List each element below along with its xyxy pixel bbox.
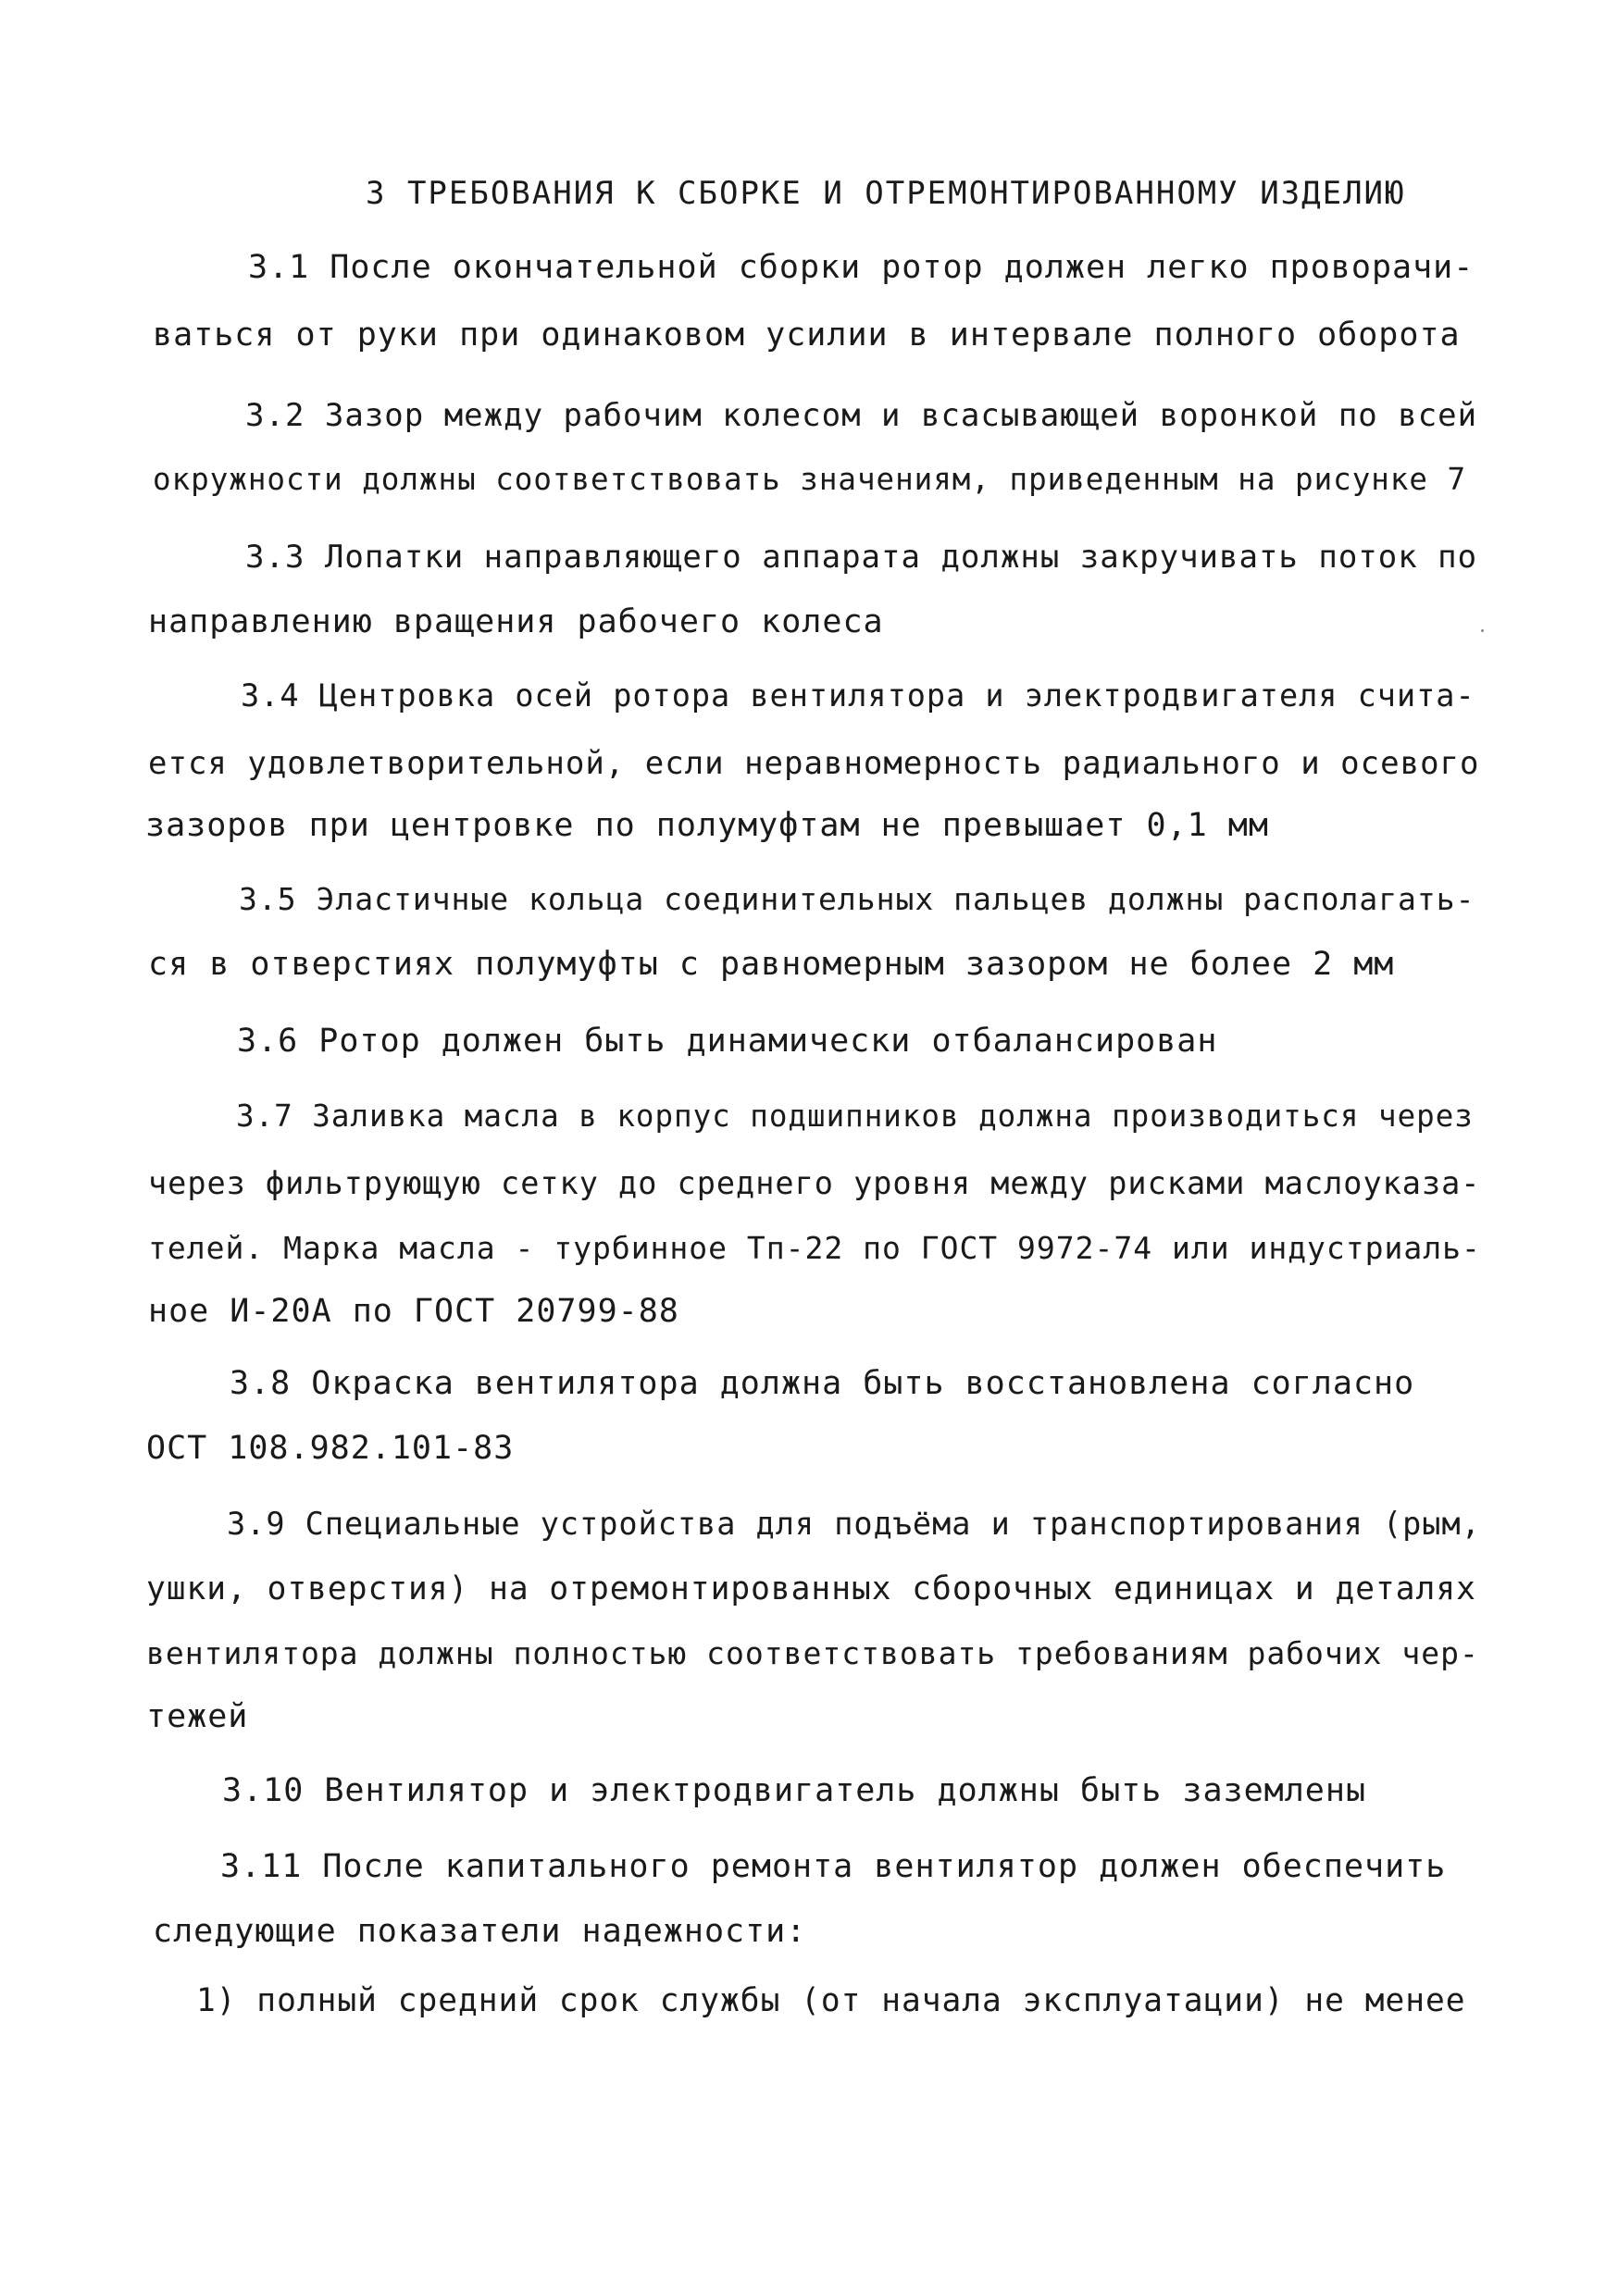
section-title: 3 ТРЕБОВАНИЯ К СБОРКЕ И ОТРЕМОНТИРОВАННОМУ ИЗДЕЛИЮ xyxy=(366,175,1406,212)
text-line: ОСТ 108.982.101-83 xyxy=(146,1430,515,1467)
text-line: 1) полный средний срок службы (от начала эксплуатации) не менее xyxy=(196,1982,1466,2019)
text-line: направлению вращения рабочего колеса xyxy=(148,603,884,640)
text-line: телей. Марка масла - турбинное Тп-22 по ГОСТ 9972-74 или индустриаль- xyxy=(148,1230,1481,1266)
text-line: 3.6 Ротор должен быть динамически отбалансирован xyxy=(237,1023,1218,1060)
text-line: 3.9 Специальные устройства для подъёма и транспортирования (рым, xyxy=(227,1506,1481,1542)
text-line: 3.11 После капитального ремонта вентилятор должен обеспечить xyxy=(220,1848,1447,1885)
text-line: через фильтрующую сетку до среднего уровня между рисками маслоуказа- xyxy=(148,1165,1481,1201)
text-line: окружности должны соответствовать значениям, приведенным на рисунке 7 xyxy=(153,462,1467,497)
scan-speck xyxy=(1481,629,1484,632)
text-line: 3.4 Центровка осей ротора вентилятора и электродвигателя счита- xyxy=(241,677,1475,714)
text-line: 3.10 Вентилятор и электродвигатель должны быть заземлены xyxy=(222,1772,1367,1809)
text-line: вентилятора должны полностью соответствовать требованиям рабочих чер- xyxy=(146,1635,1479,1671)
text-line: ся в отверстиях полумуфты с равномерным зазором не более 2 мм xyxy=(148,946,1395,983)
text-line: 3.2 Зазор между рабочим колесом и всасывающей воронкой по всей xyxy=(245,397,1478,434)
text-line: зазоров при центровке по полумуфтам не превышает 0,1 мм xyxy=(145,807,1269,844)
text-line: следующие показатели надежности: xyxy=(153,1913,807,1950)
text-line: ушки, отверстия) на отремонтированных сборочных единицах и деталях xyxy=(146,1570,1476,1607)
text-line: ное И-20А по ГОСТ 20799-88 xyxy=(148,1293,679,1330)
text-line: 3.8 Окраска вентилятора должна быть восстановлена согласно xyxy=(230,1365,1415,1402)
text-line: ваться от руки при одинаковом усилии в интервале полного оборота xyxy=(153,316,1461,354)
text-line: 3.5 Эластичные кольца соединительных пальцев должны располагать- xyxy=(239,881,1475,917)
text-line: 3.7 Заливка масла в корпус подшипников должна производиться через xyxy=(236,1098,1474,1134)
text-line: ется удовлетворительной, если неравномерность радиального и осевого xyxy=(148,745,1480,782)
text-line: 3.3 Лопатки направляющего аппарата должны закручивать поток по xyxy=(245,539,1478,576)
text-line: 3.1 После окончательной сборки ротор должен легко проворачи- xyxy=(248,249,1475,286)
text-line: тежей xyxy=(146,1698,249,1735)
